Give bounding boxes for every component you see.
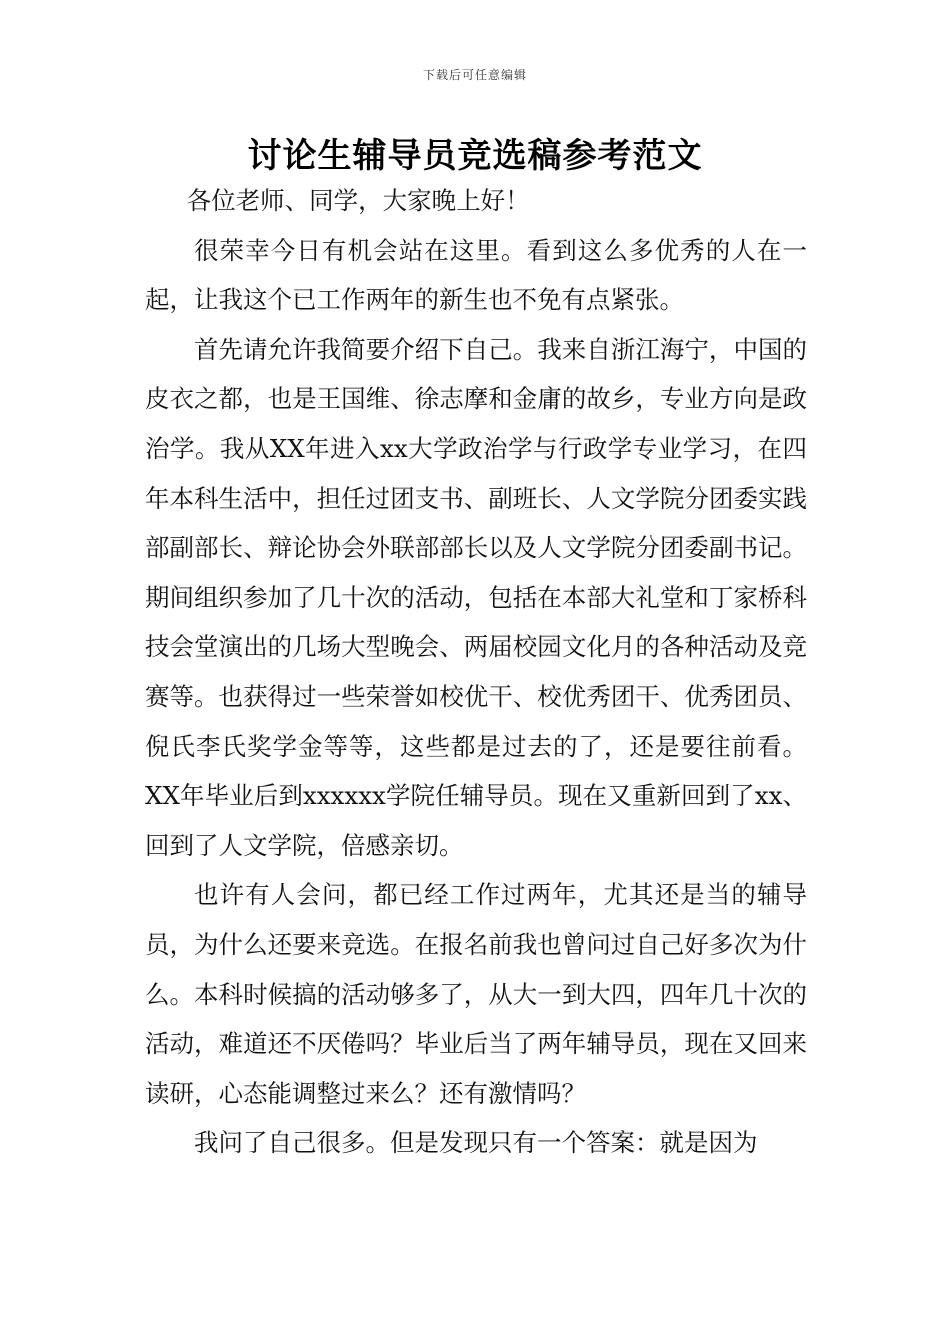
body-paragraph: 很荣幸今日有机会站在这里。看到这么多优秀的人在一起，让我这个已工作两年的新生也不免有点紧张。 bbox=[145, 235, 807, 315]
body-paragraph: 首先请允许我简要介绍下自己。我来自浙江海宁，中国的皮衣之都，也是王国维、徐志摩和金庸的故乡，专业方向是政治学。我从XX年进入xx大学政治学与行政学专业学习，在四年本科生活中，担任过团支书、副班长、人文学院分团委实践部副部长、辩论协会外联部部长以及人文学院分团委副书记。期间组织参加了几十次的活动，包括在本部大礼堂和丁家桥科技会堂演出的几场大型晚会、两届校园文化月的各种活动及竞赛等。也获得过一些荣誉如校优干、校优秀团干、优秀团员、倪氏李氏奖学金等等，这些都是过去的了，还是要往前看。XX年毕业后到xxxxxx学院任辅导员。现在又重新回到了xx、回到了人文学院，倍感亲切。 bbox=[145, 334, 807, 860]
greeting-paragraph: 各位老师、同学，大家晚上好！ bbox=[186, 186, 530, 215]
document-title: 讨论生辅导员竞选稿参考范文 bbox=[247, 136, 703, 176]
header-note: 下载后可任意编辑 bbox=[422, 68, 527, 82]
body-paragraph: 我问了自己很多。但是发现只有一个答案：就是因为 bbox=[194, 1128, 758, 1158]
body-paragraph: 也许有人会问，都已经工作过两年，尤其还是当的辅导员，为什么还要来竞选。在报名前我也曾问过自己好多次为什么。本科时候搞的活动够多了，从大一到大四，四年几十次的活动，难道还不厌倦吗？毕业后当了两年辅导员，现在又回来读研，心态能调整过来么？还有激情吗？ bbox=[145, 880, 807, 1108]
document-body bbox=[145, 176, 807, 1168]
